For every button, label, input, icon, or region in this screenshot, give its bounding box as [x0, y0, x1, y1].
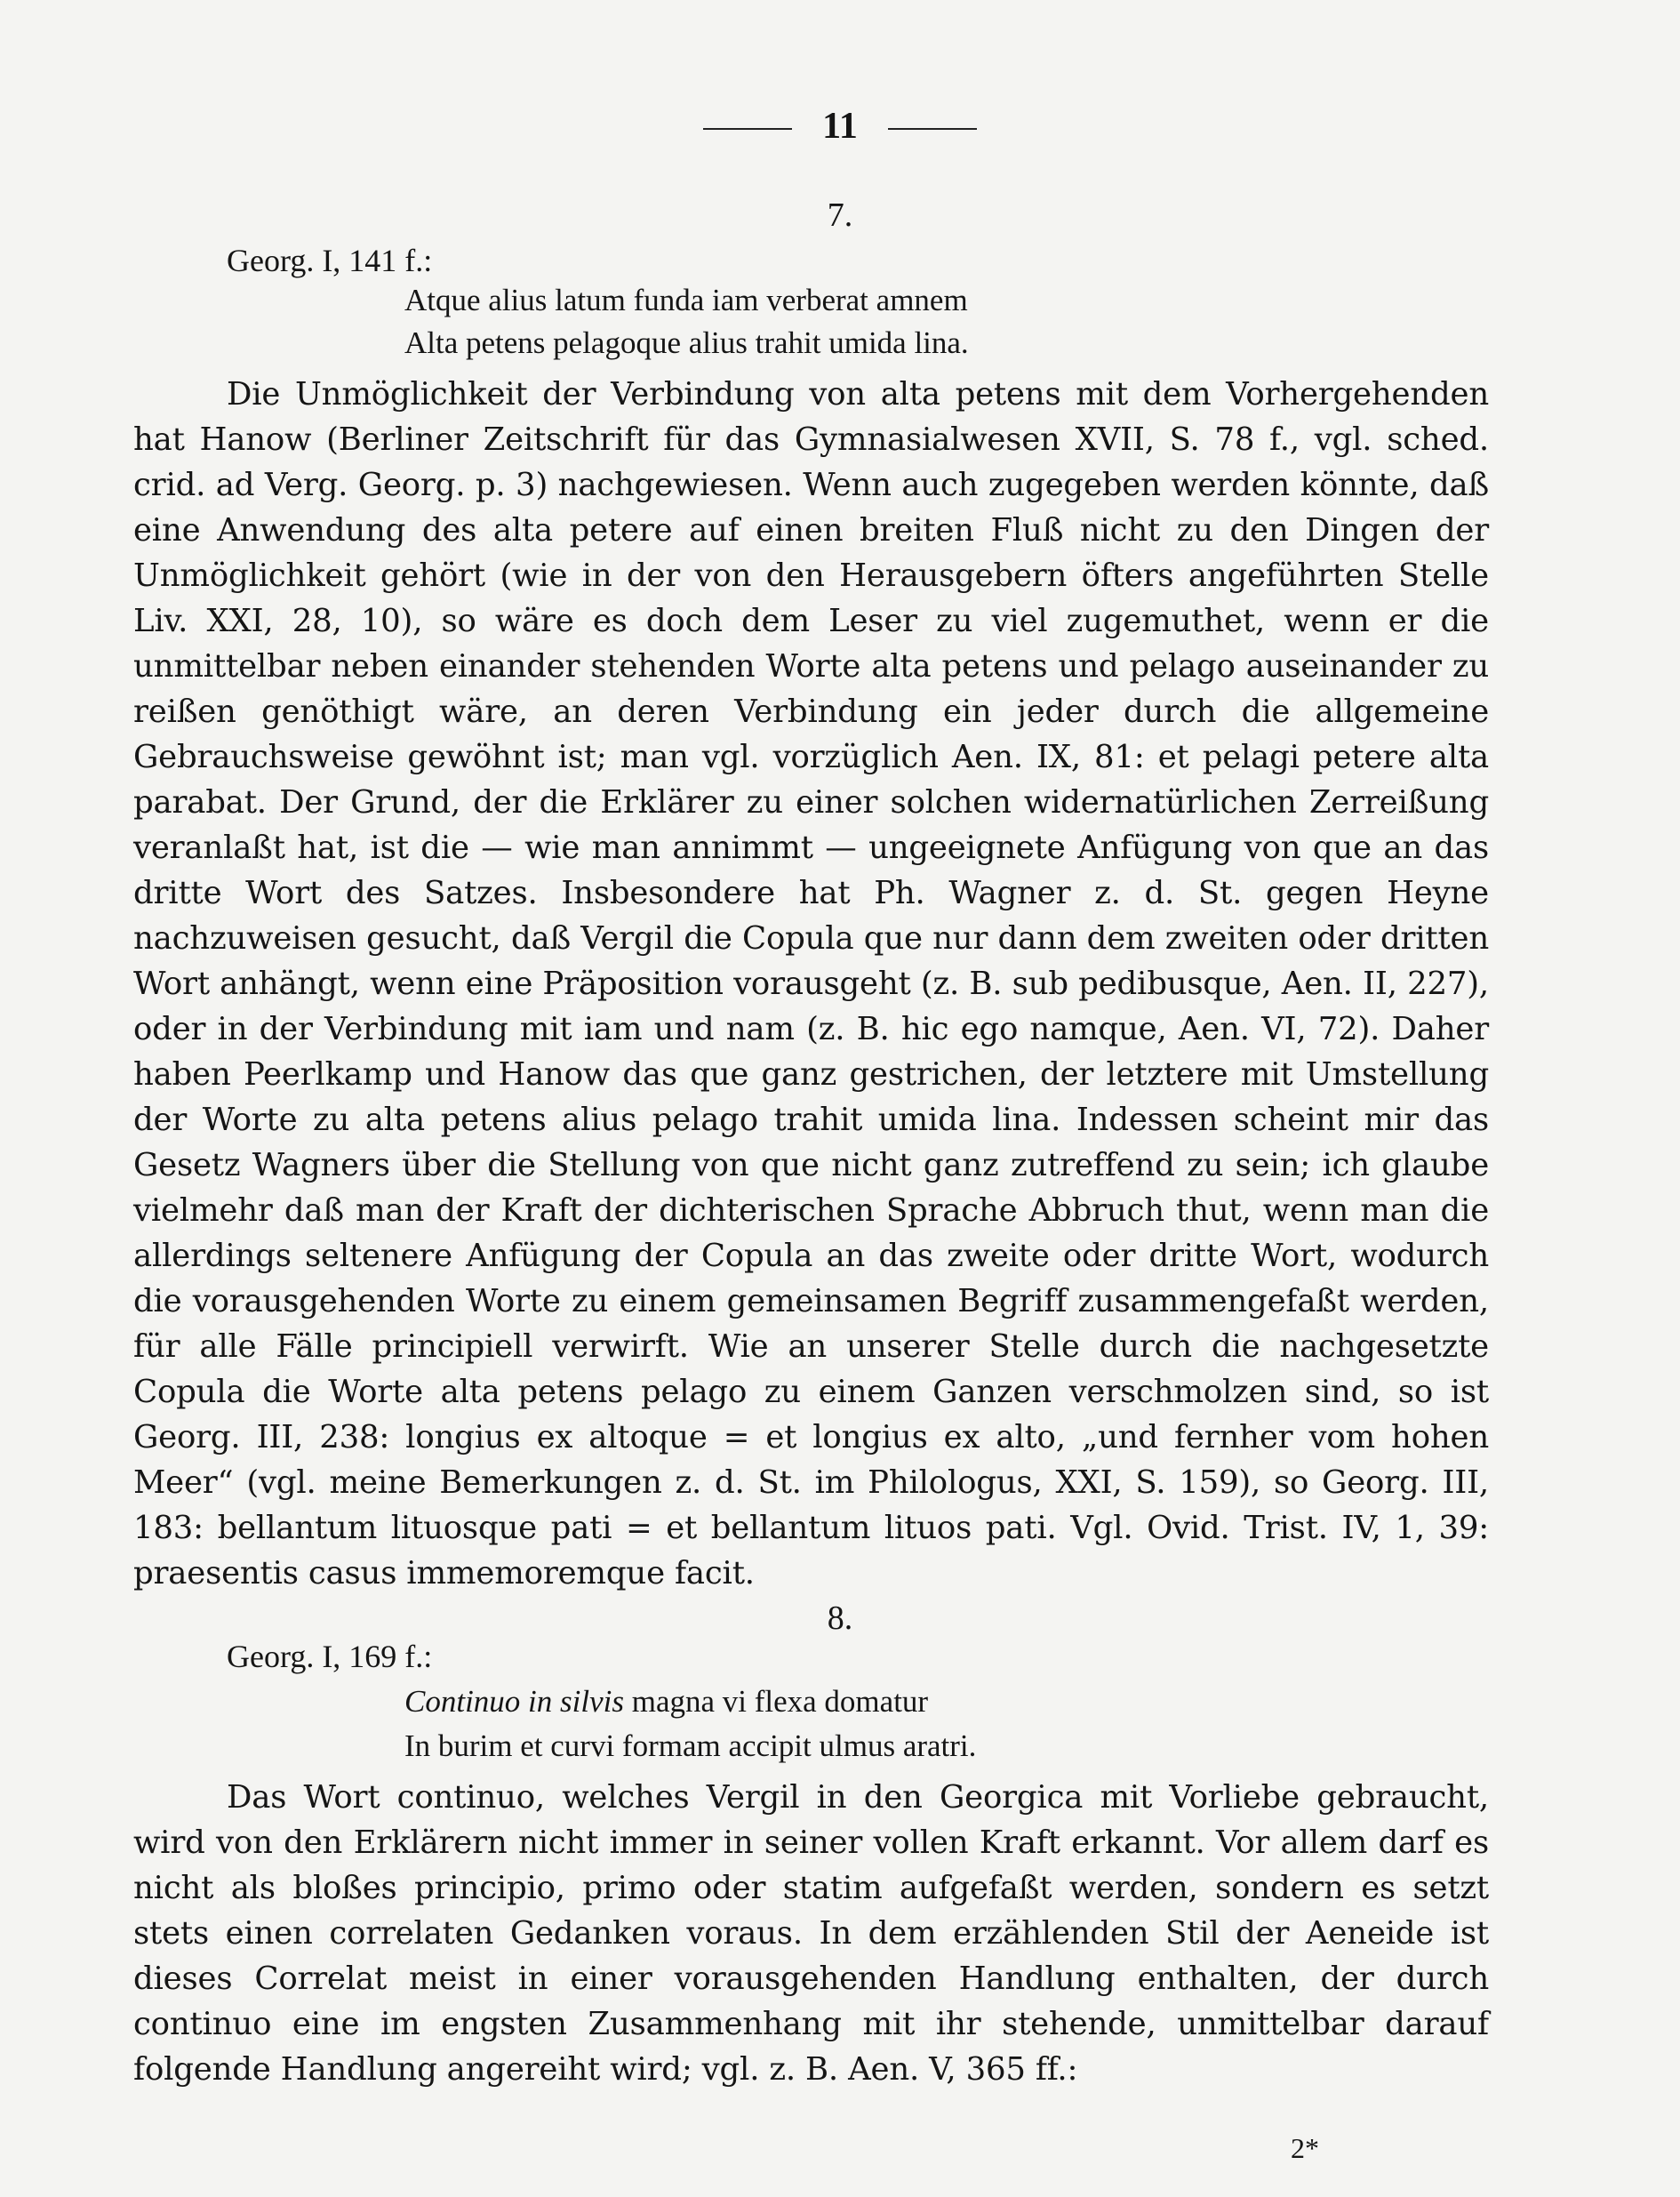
verse-italic: Continuo in silvis — [404, 1684, 624, 1719]
section-8-paragraph: Das Wort continuo, welches Vergil in den Georgica mit Vorliebe gebraucht, wird von den Erklärern nicht immer in seiner vollen Kraft erkannt. Vor allem darf es nicht als bloßes principio, primo oder statim aufgefaßt werden, sondern es setzt stets einen correlaten Gedanken voraus. In dem erzählenden Stil der Aeneide ist dieses Correlat meist in einer vorausgehenden Handlung enthalten, der durch continuo eine im engsten Zusammenhang mit ihr stehende, unmittelbar darauf folgende Handlung angereiht wird; vgl. z. B. Aen. V, 365 ff.: — [133, 1779, 1489, 2088]
signature-mark: 2* — [1291, 2132, 1319, 2164]
section-7-verse-2: Alta petens pelagoque alius trahit umida lina. — [404, 325, 969, 360]
section-8-number: 8. — [827, 1600, 853, 1637]
right-rule — [888, 128, 977, 130]
verse-rest: magna vi flexa domatur — [623, 1684, 929, 1719]
section-7-reference: Georg. I, 141 f.: — [227, 243, 433, 278]
page-number — [0, 105, 1680, 148]
section-7-verse-1: Atque alius latum funda iam verberat amnem — [404, 283, 968, 317]
section-8-verse-1 — [404, 1684, 928, 1720]
section-8-verse-2: In burim et curvi formam accipit ulmus aratri. — [404, 1728, 977, 1763]
section-7-paragraph: Die Unmöglichkeit der Verbindung von alta petens mit dem Vorhergehenden hat Hanow (Berliner Zeitschrift für das Gymnasialwesen XVII, S. 78 f., vgl. sched. crid. ad Verg. Georg. p. 3) nachgewiesen. Wenn auch zugegeben werden könnte, daß eine Anwendung des alta petere auf einen breiten Fluß nicht zu den Dingen der Unmöglichkeit gehört (wie in der von den Herausgebern öfters angeführten Stelle Liv. XXI, 28, 10), so wäre es doch dem Leser zu viel zugemuthet, wenn er die unmittelbar neben einander stehenden Worte alta petens und pelago auseinander zu reißen genöthigt wäre, an deren Verbindung ein jeder durch die allgemeine Gebrauchsweise gewöhnt ist; man vgl. vorzüglich Aen. IX, 81: et pelagi petere alta parabat. Der Grund, der die Erklärer zu einer solchen widernatürlichen Zerreißung veranlaßt hat, ist die — wie man annimmt — ungeeignete Anfügung von que an das dritte Wort des Satzes. Insbesondere hat Ph. Wagner z. d. St. gegen Heyne nachzuweisen gesucht, daß Vergil die Copula que nur dann dem zweiten oder dritten Wort anhängt, wenn eine Präposition vorausgeht (z. B. sub pedibusque, Aen. II, 227), oder in der Verbindung mit iam und nam (z. B. hic ego namque, Aen. VI, 72). Daher haben Peerlkamp und Hanow das que ganz gestrichen, der letztere mit Umstellung der Worte zu alta petens alius pelago trahit umida lina. Indessen scheint mir das Gesetz Wagners über die Stellung von que nicht ganz zutreffend zu sein; ich glaube vielmehr daß man der Kraft der dichterischen Sprache Abbruch thut, wenn man die allerdings seltenere Anfügung der Copula an das zweite oder dritte Wort, wodurch die vorausgehenden Worte zu einem gemeinsamen Begriff zusammengefaßt werden, für alle Fälle principiell verwirft. Wie an unserer Stelle durch die nachgesetzte Copula die Worte alta petens pelago zu einem Ganzen verschmolzen sind, so ist Georg. III, 238: longius ex altoque = et longius ex alto, „und fernher vom hohen Meer“ (vgl. meine Bemerkungen z. d. St. im Philologus, XXI, S. 159), so Georg. III, 183: bellantum lituosque pati = et bellantum lituos pati. Vgl. Ovid. Trist. IV, 1, 39: praesentis casus immemoremque facit. — [133, 376, 1489, 1592]
page-number-text: 11 — [822, 106, 858, 147]
left-rule — [703, 128, 792, 130]
section-8-reference: Georg. I, 169 f.: — [227, 1639, 433, 1674]
section-7-number: 7. — [827, 196, 853, 234]
